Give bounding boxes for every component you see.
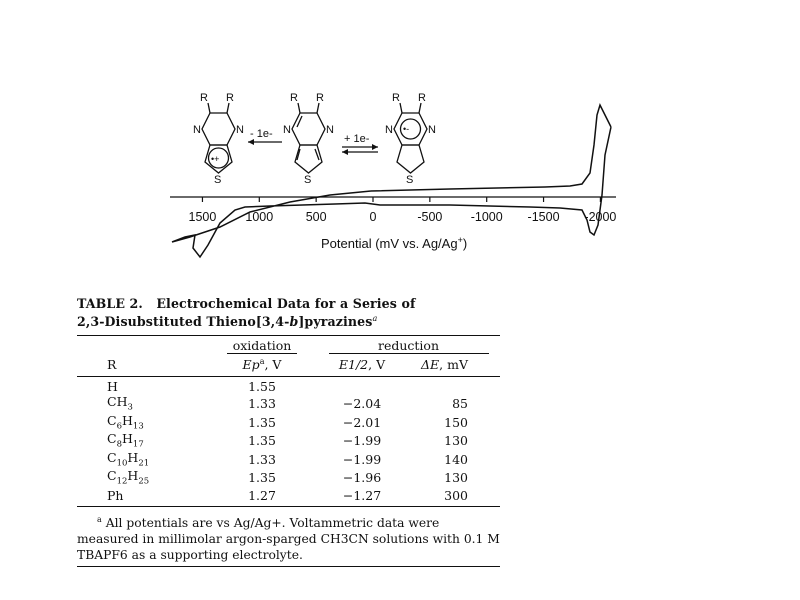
cell-e-half: −1.27	[342, 487, 382, 503]
substituent-label: R	[200, 92, 208, 104]
table-row	[77, 413, 500, 432]
cell-ep: 1.27	[248, 487, 276, 503]
x-tick-label: -1500	[527, 210, 560, 224]
x-tick-label: 500	[305, 210, 327, 224]
cell-delta-e: 85	[452, 396, 468, 412]
x-axis-title-text: Potential (mV vs. Ag/Ag	[321, 236, 458, 251]
cell-r: $C_6H_{13}$	[107, 412, 144, 432]
x-tick-label: -500	[417, 210, 443, 224]
cell-r: $CH_3$	[107, 394, 133, 413]
reduction-arrow	[342, 144, 378, 155]
table-bottom-rule	[77, 566, 500, 567]
cell-e-half: −1.99	[342, 433, 382, 449]
cell-delta-e: 140	[444, 451, 468, 467]
x-axis-tick-labels	[189, 210, 617, 224]
cell-e-half	[317, 378, 407, 394]
cell-ep: 1.33	[248, 451, 276, 467]
table-body	[77, 378, 500, 503]
substituent-label: R	[392, 92, 400, 104]
x-tick-label: -2000	[584, 210, 617, 224]
table-title-line1: Electrochemical Data for a Series of	[156, 296, 416, 311]
header-bottom-rule	[77, 376, 500, 377]
x-tick-label: 0	[369, 210, 377, 224]
column-header-row	[77, 355, 500, 374]
x-axis-title	[321, 235, 467, 251]
table-number: TABLE 2.	[77, 296, 143, 311]
sulfur-label: S	[406, 174, 414, 186]
x-tick-label: -1000	[470, 210, 503, 224]
table-row	[77, 450, 500, 469]
group-header-oxidation	[207, 336, 317, 355]
molecule-neutral	[292, 103, 325, 173]
table-title-footnote-mark: a	[372, 314, 378, 323]
cell-delta-e: 150	[444, 414, 468, 430]
reduction-label: + 1e-	[344, 133, 370, 145]
voltammogram-svg	[150, 85, 630, 270]
cell-r: $C_8H_{17}$	[107, 431, 144, 450]
cell-delta-e: 130	[444, 433, 468, 449]
oxidation-header: oxidation	[227, 338, 297, 354]
table-footnote	[77, 507, 500, 566]
col-header-e-half	[317, 355, 407, 374]
table-title-line2	[77, 314, 377, 329]
cell-ep: 1.35	[248, 433, 276, 449]
cell-ep: 1.35	[248, 470, 276, 486]
footnote-text: All potentials are vs Ag/Ag+. Voltammetric data were measured in millimolar argon-sparged CH3CN solutions with 0.1 M TBAPF6 as a supporting electrolyte.	[77, 516, 500, 563]
table-title-line2-pre: 2,3-Disubstituted Thieno[3,4-	[77, 314, 290, 330]
data-table	[77, 336, 500, 503]
cell-delta-e	[407, 378, 500, 394]
cell-ep: 1.35	[248, 414, 276, 430]
col-header-ep-sup: a	[259, 357, 265, 367]
voltammogram-figure	[150, 85, 630, 270]
table-title-line2-post: ]pyrazines	[298, 314, 373, 330]
x-tick-label: 1000	[245, 210, 274, 224]
table-title-line2-italic: b	[289, 314, 299, 330]
col-header-delta-e-unit: , mV	[439, 357, 468, 373]
cell-e-half: −1.99	[342, 451, 382, 467]
cell-ep: 1.55	[248, 378, 276, 394]
table-row	[77, 394, 500, 413]
col-header-r-text: R	[107, 357, 117, 373]
molecule-anion-radical	[394, 103, 427, 173]
sulfur-label: S	[304, 174, 312, 186]
x-axis-title-sup: +	[457, 235, 463, 245]
col-header-delta-e-symbol: ΔE	[421, 357, 440, 373]
x-axis-ticks	[202, 197, 600, 202]
table-caption	[77, 296, 500, 329]
oxidation-label: - 1e-	[250, 128, 273, 140]
cell-delta-e: 300	[444, 487, 468, 503]
group-header-reduction	[317, 336, 500, 355]
x-tick-label: 1500	[188, 210, 217, 224]
cell-r: $C_{12}H_{25}$	[107, 468, 150, 487]
nitrogen-label: N	[283, 124, 291, 136]
col-header-delta-e	[407, 355, 500, 374]
nitrogen-label: N	[193, 124, 201, 136]
substituent-label: R	[316, 92, 324, 104]
col-header-ep-unit: , V	[264, 357, 282, 373]
col-header-ep-symbol: Ep	[242, 357, 260, 373]
cell-e-half: −2.04	[342, 396, 382, 412]
nitrogen-label: N	[326, 124, 334, 136]
cell-e-half: −2.01	[342, 414, 382, 430]
col-header-e-half-unit: , V	[368, 357, 386, 373]
nitrogen-label: N	[385, 124, 393, 136]
anion-radical-mark: •-	[403, 124, 410, 134]
col-header-r	[77, 355, 207, 374]
x-axis-title-close: )	[462, 236, 468, 251]
cell-r: H	[107, 378, 118, 394]
substituent-label: R	[418, 92, 426, 104]
cell-ep: 1.33	[248, 396, 276, 412]
nitrogen-label: N	[428, 124, 436, 136]
table-row	[77, 378, 500, 394]
group-header-spacer	[77, 336, 207, 355]
group-header-row	[77, 336, 500, 355]
cell-e-half: −1.96	[342, 470, 382, 486]
nitrogen-label: N	[236, 124, 244, 136]
substituent-label: R	[290, 92, 298, 104]
substituent-label: R	[226, 92, 234, 104]
cation-radical-mark: •+	[211, 154, 220, 164]
table-row	[77, 431, 500, 450]
footnote-mark: a	[97, 515, 102, 525]
sulfur-label: S	[214, 174, 222, 186]
cell-r: Ph	[107, 487, 124, 503]
col-header-e-half-symbol: E1/2	[338, 357, 369, 373]
electrochemical-table	[77, 296, 500, 567]
cell-delta-e: 130	[444, 470, 468, 486]
table-row	[77, 468, 500, 487]
col-header-ep	[207, 355, 317, 374]
cell-r: $C_{10}H_{21}$	[107, 449, 150, 469]
footnote-indent	[77, 516, 97, 530]
table-row	[77, 487, 500, 503]
reduction-header: reduction	[329, 338, 489, 354]
